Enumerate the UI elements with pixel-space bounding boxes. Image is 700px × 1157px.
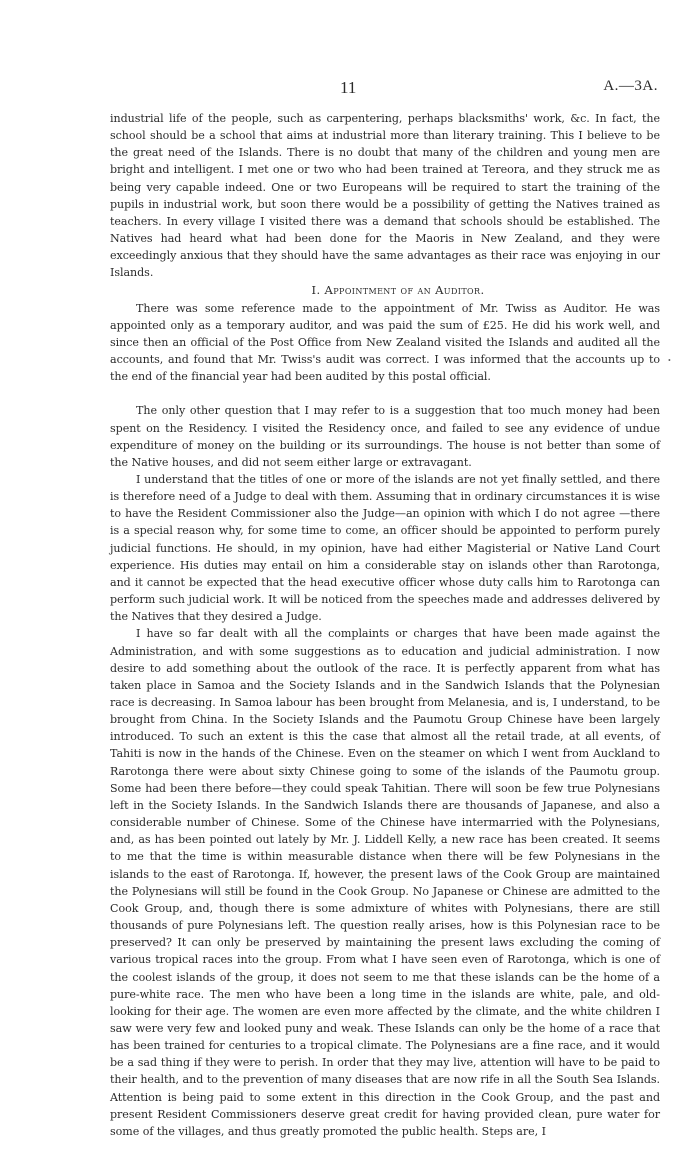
paragraph-outlook-of-race: I have so far dealt with all the complaints or charges that have been made against the Administration, and with some suggestions as to education and judicial administration. I now desire to add something about the outlook of the race. It is perfectly apparent from what has taken place in Samoa and the Society Islands and in the Sandwich Islands that the Polynesian race is decreasing. In Samoa labour has been brought from Melanesia, and is, I understand, to be brought from China. In the Society Islands and the Paumotu Group Chinese have been largely introduced. To such an extent is this the case that almost all the retail trade, at all events, of Tahiti is now in the hands of the Chinese. Even on the steamer on which I went from Auckland to Rarotonga there were about sixty Chinese going to some of the islands of the Paumotu group. Some had been there before—they could speak Tahitian. There will soon be few true Polynesians left in the Society Islands. In the Sandwich Islands there are thousands of Japanese, and also a considerable number of Chinese. Some of the Chinese have intermarried with the Polynesians, and, as has been pointed out lately by Mr. J. Liddell Kelly, a new race has been created. It seems to me that the time is within measurable distance when there will be few Polynesians in the islands to the east of Rarotonga. If, however, the present laws of the Cook Group are maintained the Polynesians will still be found in the Cook Group. No Japanese or Chinese are admitted to the Cook Group, and, though there is some admixture of whites with Polynesians, there are still thousands of pure Polynesians left. The question really arises, how is this Polynesian race to be preserved? It can only be preserved by maintaining the present laws excluding the coming of various tropical races into the group. From what I have seen even of Rarotonga, which is one of the coolest islands of the group, it does not seem to me that these islands can be the home of a pure-white race. The men who have been a long time in the islands are white, pale, and old-looking for their age. The women are even more affected by the climate, and the white children I saw were very few and looked puny and weak. These Islands can only be the home of a race that has been trained for centuries to a tropical climate. The Polynesians are a fine race, and it would be a sad thing if they were to perish. In order that they may live, attention will have to be paid to their health, and to the prevention of many diseases that are now rife in all the South Sea Islands. Attention is being paid to some extent in this direction in the Cook Group, and the past and present Resident Commissioners deserve great credit for having provided clean, pure water for some of the villages, and thus greatly promoted the public health. Steps are, I bbox=[110, 627, 660, 1138]
paragraph-industrial-training: industrial life of the people, such as carpentering, perhaps blacksmiths' work, &c. In fact, the school should be a school that aims at industrial more than literary training. This I believe to be the great need of the Islands. There is no doubt that many of the children and young men are bright and intelligent. I met one or two who had been trained at Tereora, and they struck me as being very capable indeed. One or two Europeans will be required to start the training of the pupils in industrial work, but soon there would be a possibility of getting the Natives trained as teachers. In every village I visited there was a demand that schools should be established. The Natives had heard what had been done for the Maoris in New Zealand, and they were exceedingly anxious that they should have the same advantages as their race was enjoying in our Islands. bbox=[110, 112, 660, 280]
margin-mark: • bbox=[668, 356, 671, 365]
section-heading-text: I. Appointment of an Auditor. bbox=[311, 282, 485, 297]
document-reference: A.—3A. bbox=[603, 78, 658, 94]
body-text bbox=[110, 110, 660, 1140]
paragraph-residency: The only other question that I may refer to is a suggestion that too much money had been spent on the Residency. I visited the Residency once, and failed to see any evidence of undue expenditure of money on the building or its surroundings. The house is not better than some of the Native houses, and did not seem either large or extravagant. bbox=[110, 404, 660, 469]
paragraph-judge: I understand that the titles of one or more of the islands are not yet finally settled, and there is therefore need of a Judge to deal with them. Assuming that in ordinary circumstances it is wise to have the Resident Commissioner also the Judge—an opinion with which I do not agree —there is a special reason why, for some time to come, an officer should be appointed to perform purely judicial functions. He should, in my opinion, have had either Magisterial or Native Land Court experience. His duties may entail on him a considerable stay on islands other than Rarotonga, and it cannot be expected that the head executive officer whose duty calls him to Rarotonga can perform such judicial work. It will be noticed from the speeches made and addresses delivered by the Natives that they desired a Judge. bbox=[110, 472, 660, 624]
section-heading bbox=[110, 282, 660, 300]
page-number: 11 bbox=[340, 78, 357, 97]
paragraph-auditor: There was some reference made to the appointment of Mr. Twiss as Auditor. He was appointed only as a temporary auditor, and was paid the sum of £25. He did his work well, and since then an official of the Post Office from New Zealand visited the Islands and audited all the accounts, and found that Mr. Twiss's audit was correct. I was informed that the accounts up to the end of the financial year had been audited by this postal official. bbox=[110, 301, 660, 384]
page-header bbox=[110, 78, 660, 104]
